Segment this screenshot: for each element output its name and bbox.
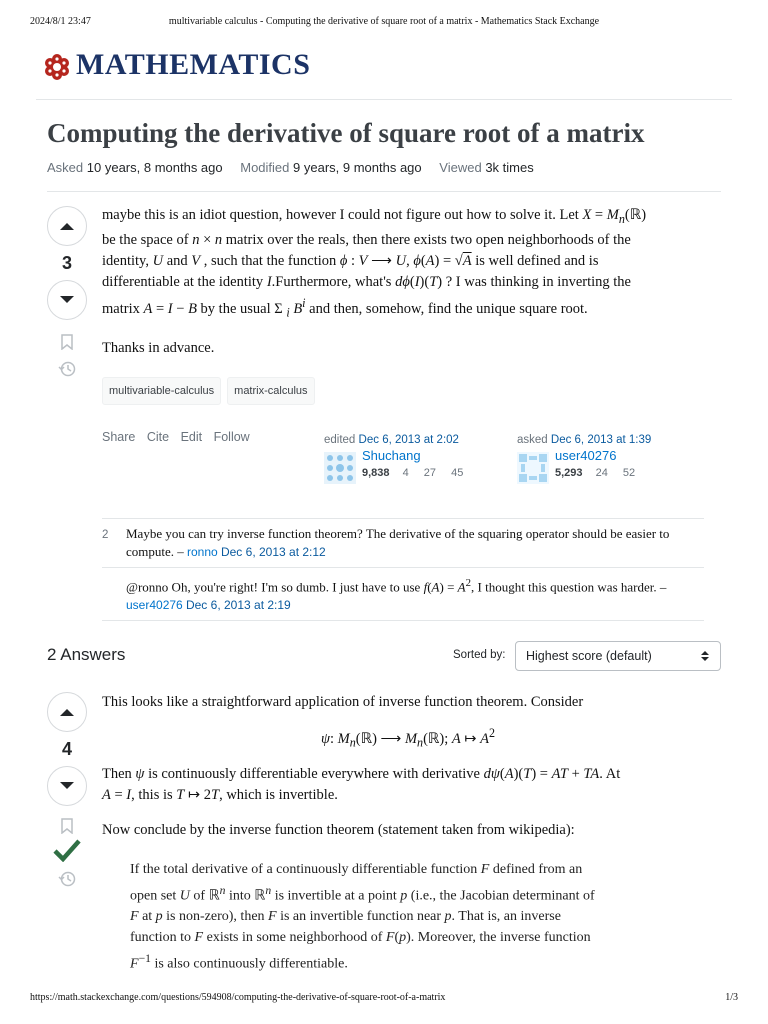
print-page-title: multivariable calculus - Computing the derivative of square root of a matrix - Mathematics Stack Exchange bbox=[168, 16, 600, 27]
asked-label-card: asked bbox=[517, 434, 548, 446]
history-icon bbox=[58, 360, 76, 378]
edited-date[interactable]: Dec 6, 2013 at 2:02 bbox=[358, 434, 459, 446]
display-equation: ψ: $M_n(ℝ)$ ⟶ $M_n(ℝ)$; A ↦ $A^2$ bbox=[320, 726, 496, 750]
question-title[interactable]: Computing the derivative of square root of a matrix bbox=[47, 118, 645, 148]
asker-avatar[interactable] bbox=[517, 452, 549, 484]
comment bbox=[102, 519, 704, 568]
math-logo-icon[interactable] bbox=[42, 52, 72, 82]
answers-count: 2 Answers bbox=[47, 645, 126, 664]
asked-date[interactable]: Dec 6, 2013 at 1:39 bbox=[550, 434, 652, 446]
checkmark-icon bbox=[53, 838, 81, 862]
edit-link[interactable]: Edit bbox=[180, 430, 203, 444]
silver-badges: 27 bbox=[423, 467, 437, 479]
modified-label: Modified bbox=[240, 160, 290, 175]
comment-date[interactable]: Dec 6, 2013 at 2:19 bbox=[185, 598, 291, 613]
answer-score: 4 bbox=[61, 739, 72, 759]
tag-list bbox=[102, 377, 714, 405]
upvote-icon bbox=[59, 221, 75, 231]
asker-name[interactable]: user40276 bbox=[555, 448, 617, 463]
bookmark-button[interactable] bbox=[47, 334, 87, 350]
sort-label: Sorted by: bbox=[453, 649, 506, 661]
editor-name[interactable]: Shuchang bbox=[362, 448, 421, 463]
asker-reputation: 5,293 24 52 bbox=[555, 467, 636, 479]
asker-card bbox=[517, 434, 707, 488]
bookmark-icon bbox=[60, 334, 74, 350]
share-link[interactable]: Share bbox=[102, 430, 136, 444]
comment-date[interactable]: Dec 6, 2013 at 2:12 bbox=[220, 545, 326, 559]
downvote-button[interactable] bbox=[47, 280, 87, 320]
history-button[interactable] bbox=[47, 360, 87, 378]
comment-score: 2 bbox=[102, 529, 109, 541]
site-name[interactable]: MATHEMATICS bbox=[76, 48, 311, 81]
history-button[interactable] bbox=[47, 870, 87, 888]
print-header bbox=[30, 16, 738, 30]
answer-paragraph-1: This looks like a straightforward application of inverse function theorem. Consider bbox=[102, 694, 584, 710]
upvote-button[interactable] bbox=[47, 206, 87, 246]
site-header bbox=[36, 46, 732, 100]
post-actions bbox=[102, 430, 258, 444]
viewed-value: 3k times bbox=[485, 160, 534, 175]
downvote-icon bbox=[59, 295, 75, 305]
title-divider bbox=[47, 191, 721, 192]
follow-link[interactable]: Follow bbox=[213, 430, 250, 444]
upvote-icon bbox=[59, 707, 75, 717]
editor-reputation: 9,838 4 27 45 bbox=[362, 467, 464, 479]
comment-user[interactable]: ronno bbox=[187, 545, 218, 559]
viewed-label: Viewed bbox=[439, 160, 482, 175]
asked-label: Asked bbox=[47, 160, 84, 175]
answer-vote-column bbox=[47, 692, 87, 888]
cite-link[interactable]: Cite bbox=[146, 430, 170, 444]
answer-paragraph-3: Now conclude by the inverse function theorem (statement taken from wikipedia): bbox=[102, 821, 575, 838]
editor-avatar[interactable] bbox=[324, 452, 356, 484]
blockquote: If the total derivative of a continuously differentiable function F defined from an open set U of ℝ$^n$ into ℝ$^n$ is invertible at a point p (i.e., the Jacobian determinant of F at p is non-zero), then F is an invertible function near p. That is, an inverse function to F exists in some neighborhood of F(p). Moreover, the inverse function $F^{-1}$ is also continuously differentiable. bbox=[130, 861, 595, 973]
bookmark-button[interactable] bbox=[47, 818, 87, 834]
print-page-number: 1/3 bbox=[725, 992, 738, 1003]
editor-card bbox=[324, 434, 504, 488]
question-vote-column bbox=[47, 206, 87, 378]
print-footer bbox=[30, 992, 738, 1006]
print-timestamp: 2024/8/1 23:47 bbox=[30, 16, 91, 27]
gold-badges: 4 bbox=[402, 467, 409, 479]
sort-value: Highest score (default) bbox=[526, 649, 652, 663]
bronze-badges: 45 bbox=[451, 467, 464, 479]
question-score: 3 bbox=[61, 253, 72, 273]
upvote-button[interactable] bbox=[47, 692, 87, 732]
sort-select[interactable] bbox=[515, 641, 721, 671]
silver-badges: 52 bbox=[622, 467, 636, 479]
tag-matrix-calculus[interactable]: matrix-calculus bbox=[227, 377, 314, 405]
modified-value[interactable]: 9 years, 9 months ago bbox=[293, 160, 422, 175]
comment-list bbox=[102, 518, 704, 621]
question-paragraph: maybe this is an idiot question, however I could not figure out how to solve it. Let $X = M_n(ℝ)$ be the space of n × n matrix over the reals, then there exists two open neighborhoods of the identity, U and V , such that the function ϕ : V ⟶ U, ϕ(A) = √A is well defined and is differentiable at the identity I.Furthermore, what's dϕ(I)(T) ? I was thinking in inverting the matrix A = I − B by the usual Σ $_i$ $B^i$ and then, somehow, find the unique square root. bbox=[102, 207, 647, 320]
answer-body bbox=[102, 692, 714, 975]
comment-text: @ronno Oh, you're right! I'm so dumb. I just have to use bbox=[126, 579, 424, 595]
comment-text: Maybe you can try inverse function theorem? The derivative of the squaring operator should be easier to compute. – bbox=[126, 526, 670, 559]
gold-badges: 24 bbox=[595, 467, 608, 479]
comment: @ronno Oh, you're right! I'm so dumb. I just have to use $f(A) = A^2$, I thought this question was harder. – user40276 Dec 6, 2013 at 2:19 bbox=[102, 568, 704, 621]
asked-value: 10 years, 8 months ago bbox=[86, 160, 223, 175]
edited-label: edited bbox=[324, 434, 356, 446]
thanks-paragraph: Thanks in advance. bbox=[102, 339, 215, 356]
history-icon bbox=[58, 870, 76, 888]
question-meta bbox=[47, 160, 548, 175]
answer-paragraph-2: Then ψ is continuously differentiable everywhere with derivative dψ(A)(T) = AT + TA. At A = I, this is T ↦ 2T, which is invertible. bbox=[102, 765, 621, 803]
tag-multivariable-calculus[interactable]: multivariable-calculus bbox=[102, 377, 221, 405]
sort-caret-icon bbox=[700, 650, 710, 662]
downvote-button[interactable] bbox=[47, 766, 87, 806]
question-body bbox=[102, 205, 714, 405]
comment-user[interactable]: user40276 bbox=[126, 598, 183, 613]
bookmark-icon bbox=[60, 818, 74, 834]
print-url: https://math.stackexchange.com/questions/594908/computing-the-derivative-of-square-root-of-a-matrix bbox=[30, 992, 446, 1003]
accepted-answer-check bbox=[47, 838, 87, 862]
downvote-icon bbox=[59, 781, 75, 791]
